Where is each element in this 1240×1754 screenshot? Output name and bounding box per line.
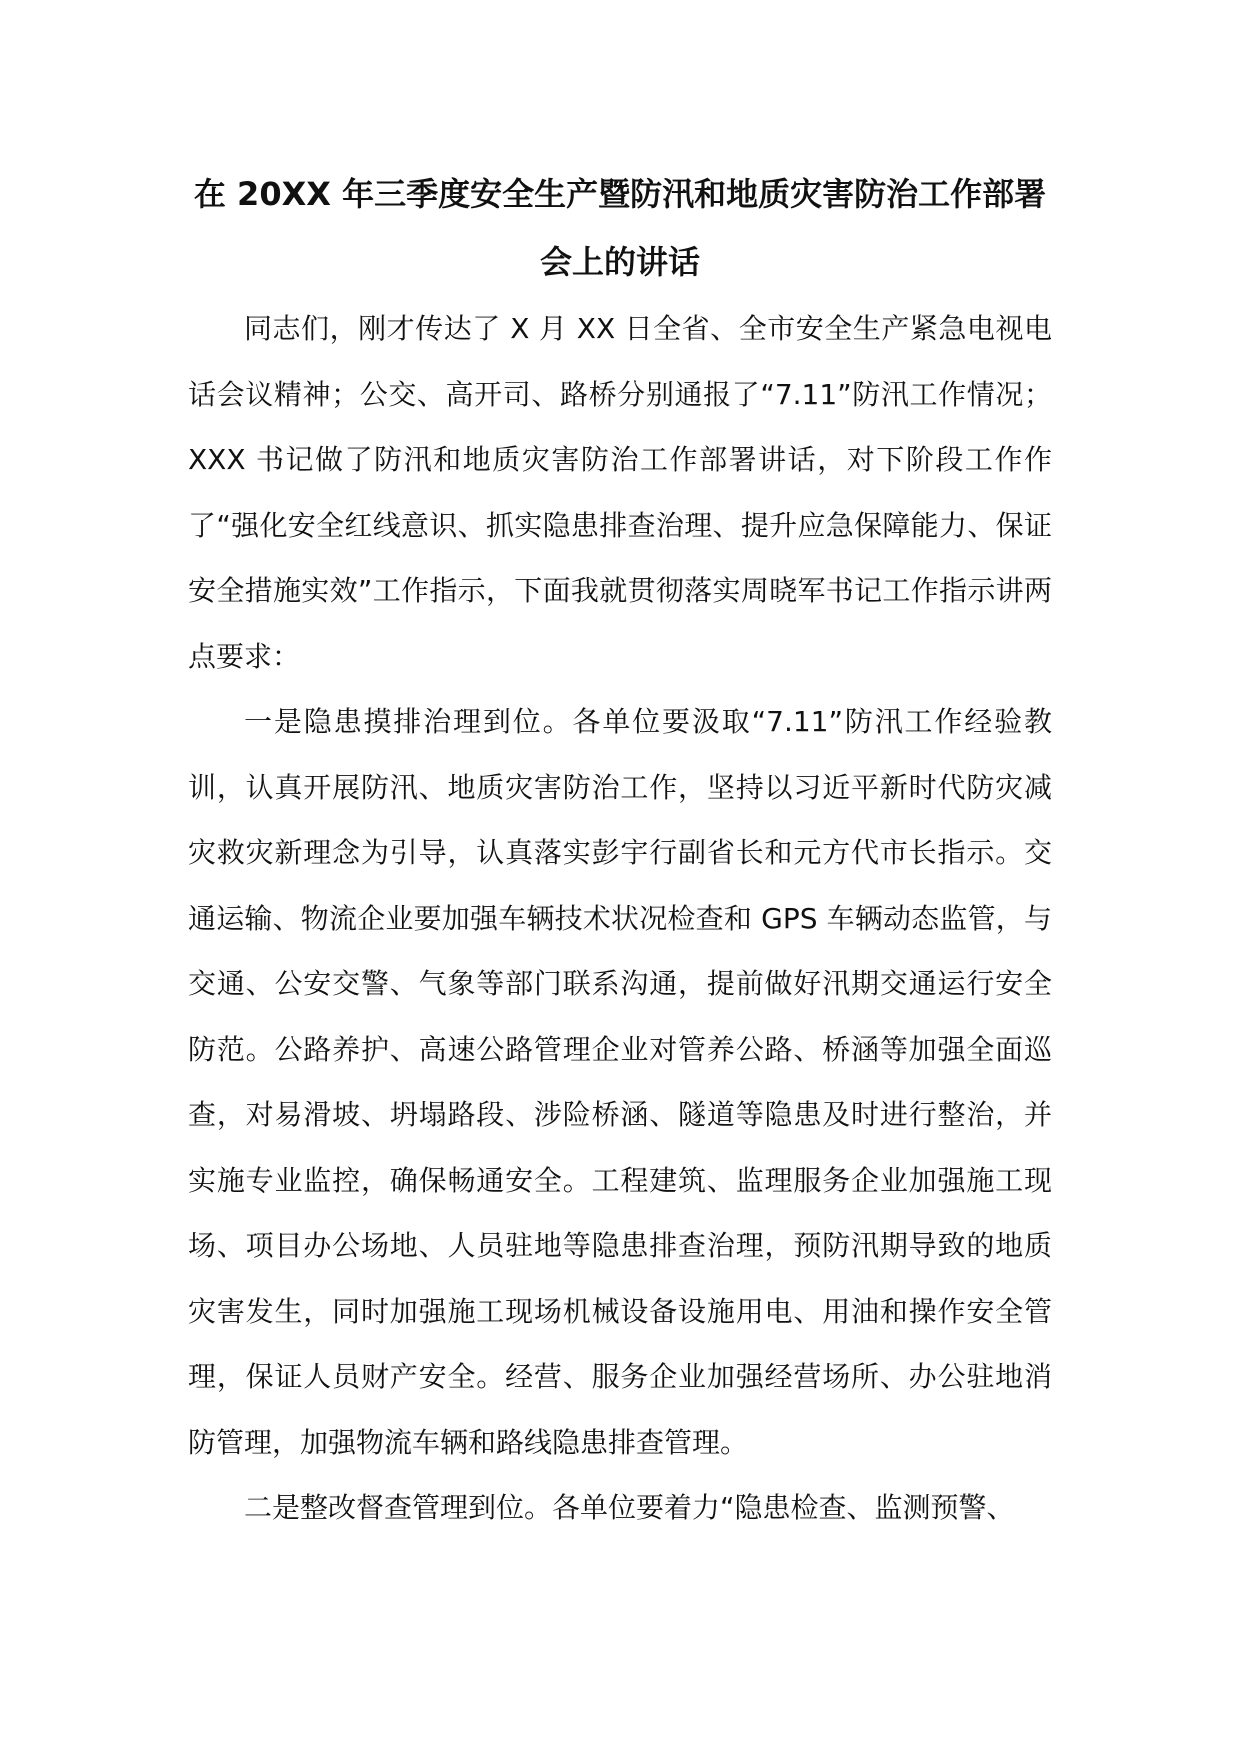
paragraph-requirement-two: 二是整改督查管理到位。各单位要着力“隐患检查、监测预警、 xyxy=(244,1491,1015,1524)
document-title: 在 20XX 年三季度安全生产暨防汛和地质灾害防治工作部署会上的讲话 xyxy=(193,175,1047,281)
paragraph-requirement-one: 一是隐患摸排治理到位。各单位要汲取“7.11”防汛工作经验教训，认真开展防汛、地质灾害防治工作，坚持以习近平新时代防灾减灾救灾新理念为引导，认真落实彭宇行副省长和元方代市长指示。交通运输、物流企业要加强车辆技术状况检查和 GPS 车辆动态监管，与交通、公安交警、气象等部门联系沟通，提前做好汛期交通运行安全防范。公路养护、高速公路管理企业对管养公路、桥涵等加强全面巡查，对易滑坡、坍塌路段、涉险桥涵、隧道等隐患及时进行整治，并实施专业监控，确保畅通安全。工程建筑、监理服务企业加强施工现场、项目办公场地、人员驻地等隐患排查治理，预防汛期导致的地质灾害发生，同时加强施工现场机械设备设施用电、用油和操作安全管理，保证人员财产安全。经营、服务企业加强经营场所、办公驻地消防管理，加强物流车辆和路线隐患排查管理。 xyxy=(188,705,1052,1459)
paragraph-intro: 同志们，刚才传达了 X 月 XX 日全省、全市安全生产紧急电视电话会议精神；公交、高开司、路桥分别通报了“7.11”防汛工作情况；XXX 书记做了防汛和地质灾害防治工作部署讲话，对下阶段工作作了“强化安全红线意识、抓实隐患排查治理、提升应急保障能力、保证安全措施实效”工作指示，下面我就贯彻落实周晓军书记工作指示讲两点要求： xyxy=(188,312,1052,673)
document-body xyxy=(188,296,1052,1541)
